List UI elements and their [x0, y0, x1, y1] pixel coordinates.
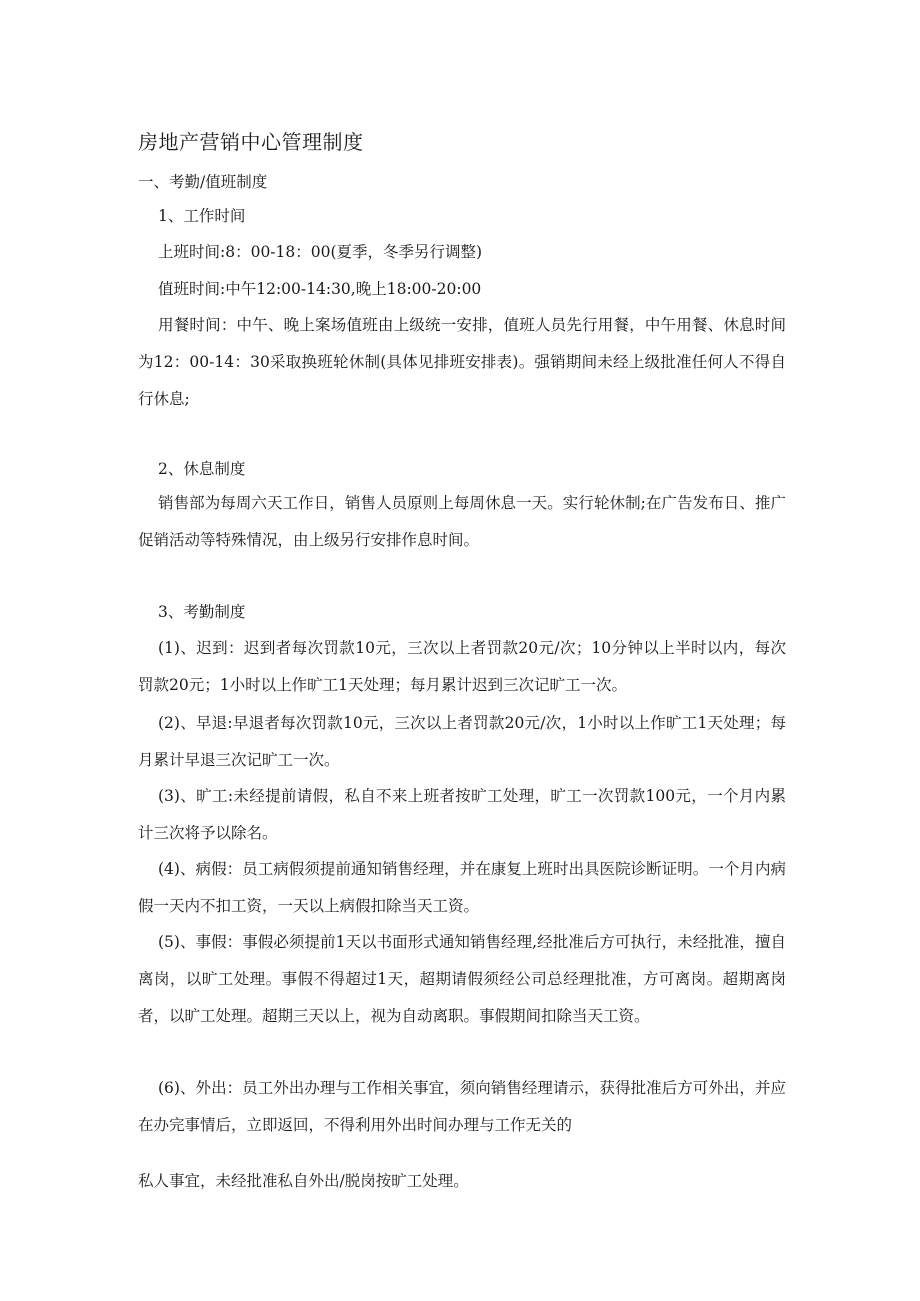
- going-out-paragraph: (6)、外出：员工外出办理与工作相关事宜，须向销售经理请示，获得批准后方可外出，并应在办完事情后，立即返回，不得利用外出时间办理与工作无关的: [138, 1079, 786, 1134]
- work-hours-line: 上班时间:8：00-18：00(夏季，冬季另行调整): [158, 243, 483, 261]
- meal-time-paragraph: 用餐时间：中午、晚上案场值班由上级统一安排，值班人员先行用餐，中午用餐、休息时间为12：00-14：30采取换班轮休制(具体见排班安排表)。强销期间未经上级批准任何人不得自行休息;: [138, 316, 786, 408]
- subheading-work-time: 1、工作时间: [158, 207, 246, 225]
- personal-leave-paragraph: (5)、事假：事假必须提前1天以书面形式通知销售经理,经批准后方可执行，未经批准，擅自离岗，以旷工处理。事假不得超过1天，超期请假须经公司总经理批准，方可离岗。超期离岗者，以旷工处理。超期三天以上，视为自动离职。事假期间扣除当天工资。: [138, 933, 786, 1025]
- duty-hours-line: 值班时间:中午12:00-14:30,晚上18:00-20:00: [158, 280, 482, 298]
- early-leave-paragraph: (2)、早退:早退者每次罚款10元，三次以上者罚款20元/次，1小时以上作旷工1天处理；每月累计早退三次记旷工一次。: [138, 714, 786, 769]
- late-arrival-paragraph: (1)、迟到：迟到者每次罚款10元，三次以上者罚款20元/次；10分钟以上半时以内，每次罚款20元；1小时以上作旷工1天处理；每月累计迟到三次记旷工一次。: [138, 639, 786, 694]
- going-out-continued: 私人事宜，未经批准私自外出/脱岗按旷工处理。: [138, 1172, 469, 1190]
- sick-leave-paragraph: (4)、病假：员工病假须提前通知销售经理，并在康复上班时出具医院诊断证明。一个月内病假一天内不扣工资，一天以上病假扣除当天工资。: [138, 860, 786, 915]
- subheading-attendance-policy: 3、考勤制度: [158, 603, 246, 621]
- section-heading-attendance: 一、考勤/值班制度: [138, 173, 268, 191]
- rest-policy-paragraph: 销售部为每周六天工作日，销售人员原则上每周休息一天。实行轮休制;在广告发布日、推广促销活动等特殊情况，由上级另行安排作息时间。: [138, 494, 786, 549]
- document-title: 房地产营销中心管理制度: [138, 130, 364, 154]
- absence-paragraph: (3)、旷工:未经提前请假，私自不来上班者按旷工处理，旷工一次罚款100元，一个月内累计三次将予以除名。: [138, 787, 786, 842]
- subheading-rest-policy: 2、休息制度: [158, 460, 246, 478]
